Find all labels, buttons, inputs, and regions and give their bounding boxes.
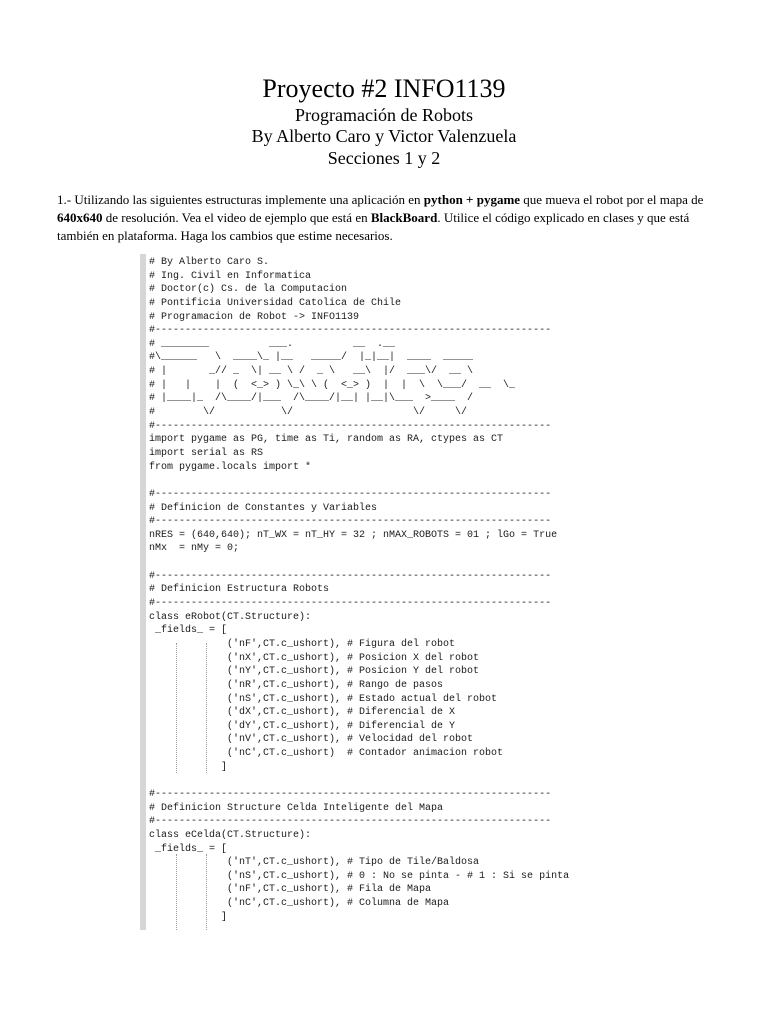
code-line: ('nT',CT.c_ushort), # Tipo de Tile/Baldosa [149,857,480,869]
code-line: #------------------------------------------------------------------ [149,420,552,432]
paragraph-text: de resolución. Vea el video de ejemplo que está en [102,210,371,225]
code-line: ('nS',CT.c_ushort), # 0 : No se pinta - # 1 : Si se pinta [149,870,570,882]
code-line: # Definicion de Constantes y Variables [149,502,378,514]
paragraph-bold-resolution: 640x640 [57,210,103,225]
code-gutter-bar [140,254,146,930]
code-line: _fields_ = [ [149,843,228,855]
paragraph-text: . Utilice el código explicado en clases y que está también en plataforma. Haga los cambios que estime necesarios. [57,210,690,243]
code-line: # Definicion Structure Celda Inteligente del Mapa [149,802,444,814]
code-line: ('nS',CT.c_ushort), # Estado actual del robot [149,693,498,705]
paragraph-bold-blackboard: BlackBoard [370,210,438,225]
code-line: ('nV',CT.c_ushort), # Velocidad del robot [149,734,474,746]
code-line: #------------------------------------------------------------------ [149,598,552,610]
code-line: # Definicion Estructura Robots [149,584,330,596]
code-line: class eRobot(CT.Structure): [149,611,312,623]
code-line: # | | | ( <_> ) \_\ \ ( <_> ) | | \ \___/ __ \_ [149,379,516,391]
code-line: # \/ \/ \/ \/ [149,407,468,419]
code-line: # Doctor(c) Cs. de la Computacion [149,284,348,296]
code-line [149,556,629,570]
code-line: ('nR',CT.c_ushort), # Rango de pasos [149,679,444,691]
code-listing [140,254,624,930]
code-line: ('nF',CT.c_ushort), # Fila de Mapa [149,884,432,896]
code-line: #\______ \ ____\_ |__ _____/ |_|__| ____ _____ [149,352,474,364]
indent-guide [176,854,177,930]
paragraph-text: que mueva el robot por el mapa de [520,192,704,207]
code-line: _fields_ = [ [149,625,228,637]
code-block [149,256,629,924]
code-line: ('nY',CT.c_ushort), # Posicion Y del robot [149,666,480,678]
code-line: # |____|_ /\____/|___ /\____/|__| |__|\___ >____ / [149,393,474,405]
code-line: #------------------------------------------------------------------ [149,516,552,528]
code-line: import pygame as PG, time as Ti, random as RA, ctypes as CT [149,434,504,446]
indent-guide [206,854,207,930]
code-line: ('nC',CT.c_ushort) # Contador animacion robot [149,748,504,760]
paragraph-bold-python-pygame: python + pygame [423,192,521,207]
code-line: # | _// _ \| __ \ / _ \ __\ |/ ___\/ __ \ [149,366,474,378]
indent-guide [206,643,207,773]
code-line: ('nC',CT.c_ushort), # Columna de Mapa [149,898,450,910]
code-line: # Ing. Civil en Informatica [149,270,312,282]
paragraph-text: 1.- Utilizando las siguientes estructuras implemente una aplicación en [57,192,424,207]
code-line: ] [149,911,228,923]
code-line: # By Alberto Caro S. [149,257,270,268]
instructions-paragraph [57,191,717,245]
document-title: Proyecto #2 INFO1139 [262,74,506,103]
code-line: # Programacion de Robot -> INFO1139 [149,311,360,323]
code-line: ] [149,761,228,773]
code-line: nRES = (640,640); nT_WX = nT_HY = 32 ; nMAX_ROBOTS = 01 ; lGo = True [149,529,558,541]
code-line: nMx = nMy = 0; [149,543,240,555]
code-line: #------------------------------------------------------------------ [149,570,552,582]
code-line: ('nX',CT.c_ushort), # Posicion X del robot [149,652,480,664]
code-line: ('nF',CT.c_ushort), # Figura del robot [149,638,456,650]
code-line: ('dY',CT.c_ushort), # Diferencial de Y [149,720,456,732]
indent-guide [176,643,177,773]
code-line: class eCelda(CT.Structure): [149,829,312,841]
code-line: #------------------------------------------------------------------ [149,816,552,828]
code-line: # ________ ___. __ .__ [149,338,396,350]
document-sections: Secciones 1 y 2 [327,148,441,168]
code-line: #------------------------------------------------------------------ [149,788,552,800]
code-line: # Pontificia Universidad Catolica de Chile [149,297,402,309]
code-line [149,774,629,788]
code-line: import serial as RS [149,447,264,459]
document-subtitle: Programación de Robots [295,105,473,125]
code-line [149,474,629,488]
document-authors: By Alberto Caro y Victor Valenzuela [251,126,517,146]
code-line: #------------------------------------------------------------------ [149,488,552,500]
code-line: from pygame.locals import * [149,461,312,473]
code-line: ('dX',CT.c_ushort), # Diferencial de X [149,707,456,719]
code-line: #------------------------------------------------------------------ [149,325,552,337]
